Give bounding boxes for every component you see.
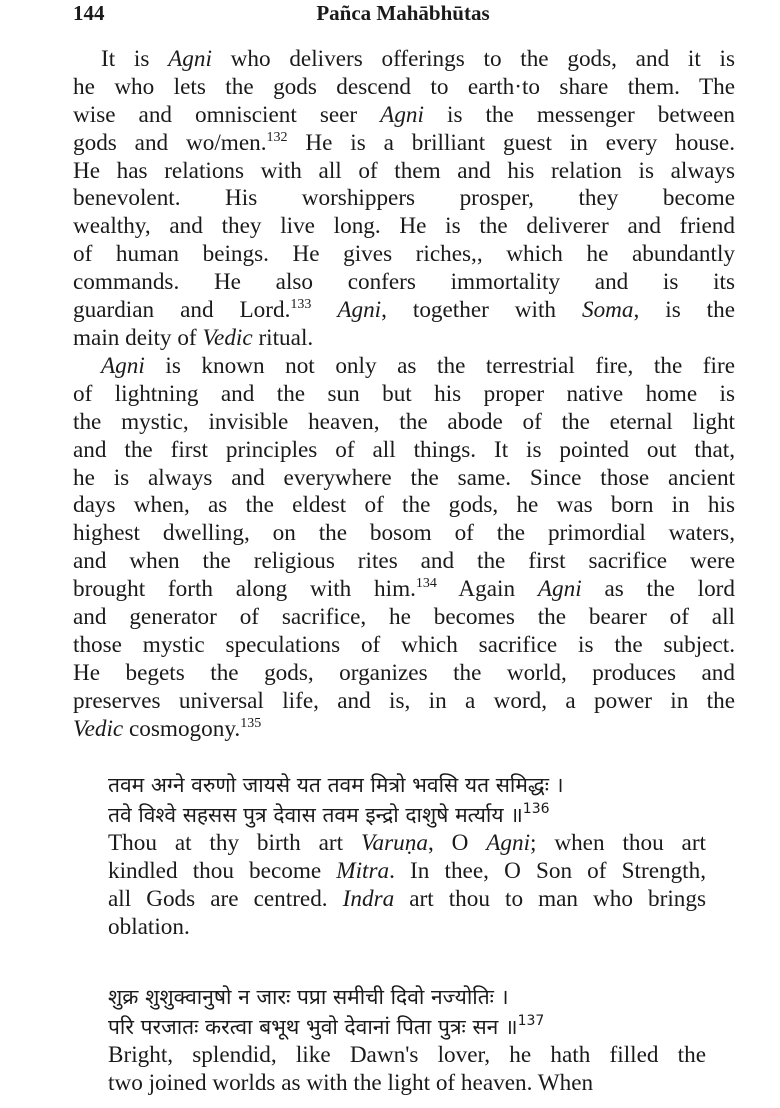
text-line: brought forth along with him.$^{134}$ Again Agni as the lord (73, 576, 735, 603)
text-line: two joined worlds as with the light of heaven. When (108, 1069, 594, 1096)
text-line: wealthy, and they live long. He is the deliverer and friend (73, 213, 735, 240)
sanskrit-line: तवे विश्वे सहसस पुत्र देवास तवम इन्द्रो दाशुषे मर्त्याय ॥$^{136}$ (108, 801, 550, 827)
text-line: oblation. (108, 913, 190, 940)
text-line: He begets the gods, organizes the world, produces and (73, 659, 735, 686)
italic-term: Agni (101, 353, 145, 379)
italic-term: Varuṇa (360, 830, 428, 856)
text-line: he who lets the gods descend to earth·to share them. The (73, 73, 735, 100)
text-line: Bright, splendid, like Dawn's lover, he hath filled the (108, 1042, 706, 1068)
text-line: guardian and Lord.$^{133}$ Agni, together with Soma, is the (73, 297, 735, 324)
italic-term: Agni (537, 576, 582, 603)
footnote-marker: 137 (517, 1013, 545, 1029)
text-line: benevolent. His worshippers prosper, they become (73, 185, 735, 212)
text-line: kindled thou become Mitra. In thee, O Son of Strength, (108, 857, 707, 884)
running-title: Pañca Mahābhūtas (316, 1, 490, 25)
text-line: of human beings. He gives riches,, which he abundantly (73, 241, 735, 268)
italic-term: Vedic (73, 715, 124, 742)
text-line: gods and wo/men.$^{132}$ He is a brilliant guest in every house. (73, 129, 735, 156)
text-line: Agni is known not only as the terrestrial fire, the fire (101, 353, 735, 379)
text-line: Thou at thy birth art Varuṇa, O Agni; when thou art (108, 830, 706, 856)
footnote-marker: 135 (240, 715, 262, 731)
text-line: wise and omniscient seer Agni is the messenger between (73, 101, 735, 128)
text-line: and generator of sacrifice, he becomes the bearer of all (73, 604, 735, 631)
footnote-marker: 134 (415, 576, 437, 592)
italic-term: Agni (337, 297, 382, 324)
running-head (73, 0, 733, 30)
paragraph-agni-terrestrial-fire (73, 353, 735, 743)
text-line: and the first principles of all things. It is pointed out that, (73, 436, 735, 463)
text-line: Vedic cosmogony.$^{135}$ (73, 715, 262, 742)
text-line: preserves universal life, and is, in a word, a power in the (73, 687, 735, 714)
sanskrit-line: शुक्र शुशुक्वानुषो न जारः पप्रा समीची दिवो नज्योतिः । (108, 985, 509, 1009)
text-line: days when, as the eldest of the gods, he was born in his (73, 492, 735, 519)
italic-term: Agni (380, 101, 424, 128)
text-line: highest dwelling, on the bosom of the primordial waters, (73, 520, 735, 547)
text-line: He has relations with all of them and his relation is always (73, 157, 735, 184)
text-line: of lightning and the sun but his proper native home is (73, 380, 735, 407)
page-number: 144 (73, 1, 105, 25)
italic-term: Agni (168, 46, 212, 72)
verse-translation (108, 830, 706, 942)
italic-term: Indra (342, 885, 395, 912)
italic-term: Agni (486, 830, 531, 856)
paragraph-agni-messenger (73, 46, 735, 353)
verse-block-137 (108, 982, 706, 1098)
italic-term: Soma (581, 297, 634, 324)
text-line: he is always and everywhere the same. Since those ancient (73, 464, 735, 491)
verse-block-136 (108, 770, 706, 942)
text-line: It is Agni who delivers offerings to the gods, and it is (101, 46, 735, 72)
italic-term: Mitra (336, 857, 390, 884)
italic-term: Vedic (202, 324, 253, 351)
footnote-marker: 132 (266, 129, 288, 145)
text-line: and when the religious rites and the first sacrifice were (73, 548, 735, 575)
text-line: commands. He also confers immortality and is its (73, 269, 735, 296)
sanskrit-line: तवम अग्ने वरुणो जायसे यत तवम मित्रो भवसि यत समिद्धः । (108, 773, 564, 797)
text-line: all Gods are centred. Indra art thou to man who brings (108, 885, 706, 912)
verse-translation (108, 1042, 706, 1098)
footnote-marker: 133 (290, 297, 312, 313)
footnote-marker: 136 (522, 801, 550, 817)
sanskrit-line: परि परजातः करत्वा बभूथ भुवो देवानां पिता पुत्रः सन ॥$^{137}$ (108, 1013, 545, 1039)
text-line: main deity of Vedic ritual. (73, 324, 314, 351)
text-line: those mystic speculations of which sacrifice is the subject. (73, 631, 735, 658)
text-line: the mystic, invisible heaven, the abode of the eternal light (73, 408, 735, 435)
